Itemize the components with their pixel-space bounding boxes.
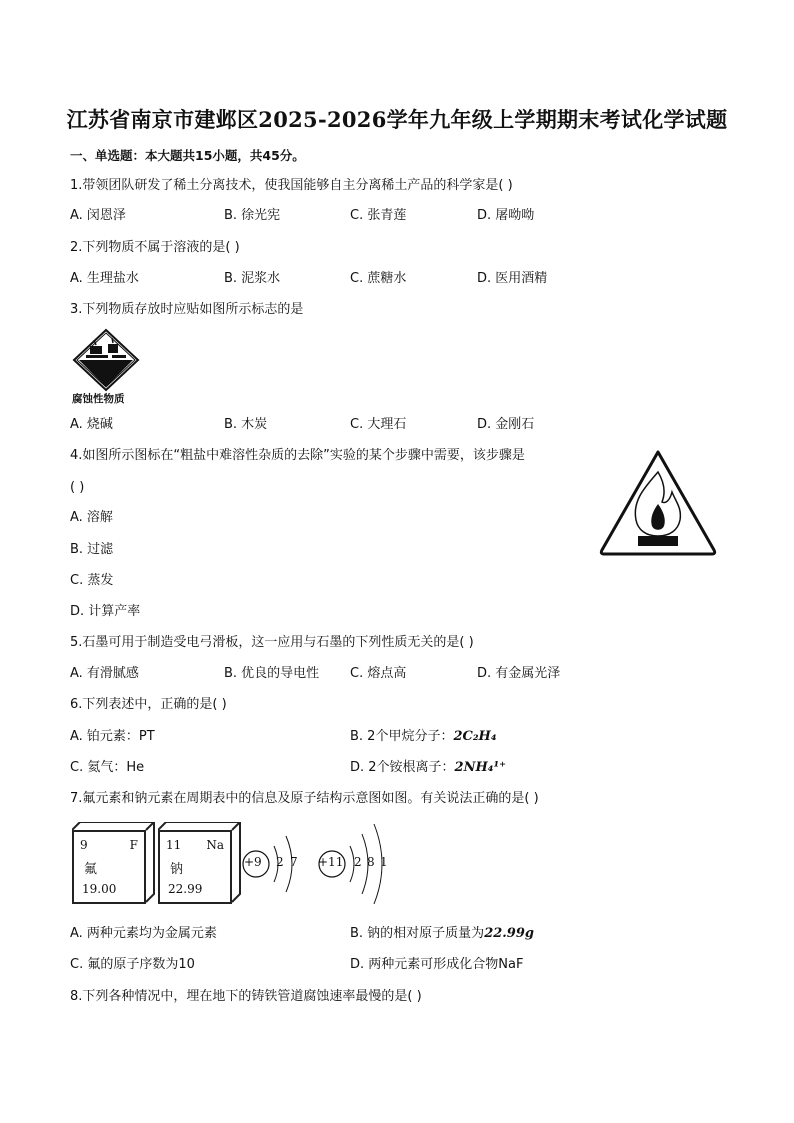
q7-formula-b: 22.99g [484,926,534,941]
q3-option-c: C. 大理石 [350,417,407,432]
q4-option-a: A. 溶解 [70,510,113,525]
fluorine-shell-2: 7 [290,855,298,869]
question-6-stem: 6.下列表述中，正确的是( ) [70,697,227,712]
sodium-number: 11 [166,838,182,852]
question-4-stem-cont: ( ) [70,480,85,495]
sodium-card-3d-edge [158,822,244,904]
fluorine-symbol: F [129,838,138,852]
q5-option-d: D. 有金属光泽 [477,666,561,681]
q5-option-c: C. 熔点高 [350,666,407,681]
q7-option-c: C. 氟的原子序数为10 [70,957,195,972]
q6-option-b-text: B. 2个甲烷分子： [350,729,454,744]
q2-option-c: C. 蔗糖水 [350,271,407,286]
fluorine-number: 9 [80,838,88,852]
q5-option-a: A. 有滑腻感 [70,666,139,681]
q5-option-b: B. 优良的导电性 [224,666,320,681]
heating-warning-icon [596,446,720,558]
fluorine-name: 氟 [84,862,98,877]
q2-option-d: D. 医用酒精 [477,271,548,286]
question-3-stem: 3.下列物质存放时应贴如图所示标志的是 [70,302,304,317]
q6-option-c: C. 氦气：He [70,760,145,775]
sodium-shell-3: 1 [380,855,388,869]
corrosive-label: 腐蚀性物质 [72,393,125,405]
sodium-shell-2: 8 [367,855,375,869]
q4-option-d: D. 计算产率 [70,604,141,619]
q6-option-a: A. 铂元素：PT [70,729,155,744]
q1-option-c: C. 张青莲 [350,208,407,223]
fluorine-shell-1: 2 [276,855,284,869]
q1-option-b: B. 徐光宪 [224,208,281,223]
q6-option-d [350,760,506,776]
question-7-stem: 7.氟元素和钠元素在周期表中的信息及原子结构示意图如图。有关说法正确的是( ) [70,791,539,806]
page-title: 江苏省南京市建邺区2025-2026学年九年级上学期期末考试化学试题 [66,107,728,132]
question-8-stem: 8.下列各种情况中，埋在地下的铸铁管道腐蚀速率最慢的是( ) [70,989,422,1004]
q4-option-c: C. 蒸发 [70,573,114,588]
q6-formula-d: 2NH₄¹⁺ [454,760,507,775]
q7-option-d: D. 两种元素可形成化合物NaF [350,957,524,972]
sodium-nucleus: +11 [318,855,344,869]
corrosive-hazard-icon [72,328,140,392]
fluorine-nucleus: +9 [244,855,262,869]
q2-option-a: A. 生理盐水 [70,271,139,286]
sodium-symbol: Na [206,838,224,852]
fluorine-mass: 19.00 [82,882,117,896]
section-heading: 一、单选题：本大题共15小题，共45分。 [70,148,305,163]
sodium-name: 钠 [170,862,184,877]
q7-option-b [350,926,534,942]
q3-option-d: D. 金刚石 [477,417,535,432]
q6-option-b [350,729,497,745]
q6-option-d-text: D. 2个铵根离子： [350,760,455,775]
q3-option-b: B. 木炭 [224,417,268,432]
q7-option-a: A. 两种元素均为金属元素 [70,926,217,941]
question-5-stem: 5.石墨可用于制造受电弓滑板，这一应用与石墨的下列性质无关的是( ) [70,635,474,650]
q1-option-d: D. 屠呦呦 [477,208,535,223]
q2-option-b: B. 泥浆水 [224,271,281,286]
fluorine-card-3d-edge [72,822,158,904]
q7-option-b-text: B. 钠的相对原子质量为 [350,926,485,941]
q4-option-b: B. 过滤 [70,542,114,557]
question-2-stem: 2.下列物质不属于溶液的是( ) [70,240,240,255]
q1-option-a: A. 闵恩泽 [70,208,126,223]
question-4-stem: 4.如图所示图标在“粗盐中难溶性杂质的去除”实验的某个步骤中需要，该步骤是 [70,448,525,463]
question-1-stem: 1.带领团队研发了稀土分离技术，使我国能够自主分离稀土产品的科学家是( ) [70,178,513,193]
q3-option-a: A. 烧碱 [70,417,113,432]
sodium-shell-1: 2 [354,855,362,869]
q6-formula-b: 2C₂H₄ [453,729,497,744]
sodium-mass: 22.99 [168,882,203,896]
